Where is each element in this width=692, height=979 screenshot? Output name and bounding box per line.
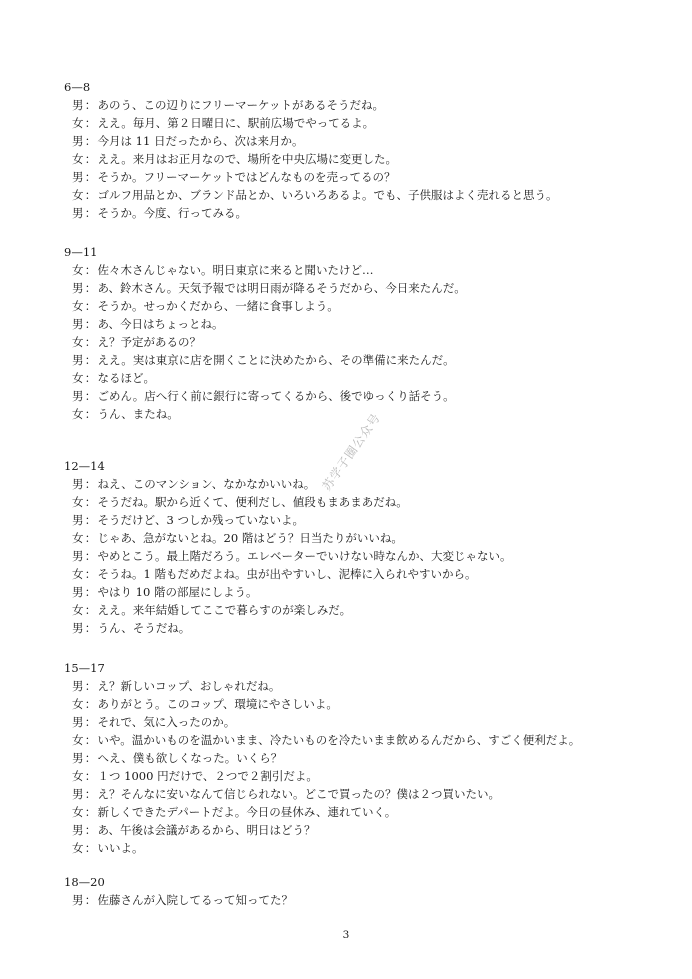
utterance: そうか。せっかくだから、一緒に食事しよう。 xyxy=(97,299,339,313)
colon: ： xyxy=(84,389,97,403)
utterance: ええ。毎月、第２日曜日に、駅前広場でやってるよ。 xyxy=(97,116,375,130)
speaker: 男 xyxy=(72,621,84,635)
colon: ： xyxy=(84,477,97,491)
speaker: 男 xyxy=(72,389,84,403)
dialogue-line xyxy=(64,601,664,619)
dialogue-line xyxy=(64,785,664,803)
utterance: ええ。実は東京に店を開くことに決めたから、その準備に来たんだ。 xyxy=(97,353,455,367)
dialogue-line xyxy=(64,351,664,369)
utterance: うん、またね。 xyxy=(97,407,179,421)
section-title: 18—20 xyxy=(64,875,105,889)
speaker: 女 xyxy=(72,531,84,545)
section-title: 6—8 xyxy=(64,80,91,94)
utterance: そうだね。駅から近くて、便利だし、値段もまあまあだね。 xyxy=(97,495,408,509)
utterance: ゴルフ用品とか、ブランド品とか、いろいろあるよ。でも、子供服はよく売れると思う。 xyxy=(97,188,558,202)
dialogue-line xyxy=(64,803,664,821)
dialogue-line xyxy=(64,767,664,785)
speaker: 男 xyxy=(72,823,84,837)
speaker: 女 xyxy=(72,188,84,202)
dialogue-line xyxy=(64,713,664,731)
speaker: 男 xyxy=(72,477,84,491)
speaker: 女 xyxy=(72,116,84,130)
colon: ： xyxy=(84,98,97,112)
dialogue-section xyxy=(64,873,664,909)
speaker: 女 xyxy=(72,805,84,819)
section-title: 15—17 xyxy=(64,661,105,675)
colon: ： xyxy=(84,603,97,617)
colon: ： xyxy=(84,170,97,184)
colon: ： xyxy=(84,206,97,220)
dialogue-line xyxy=(64,204,664,222)
utterance: 今月は 11 日だったから、次は来月か。 xyxy=(97,134,304,148)
utterance: うん、そうだね。 xyxy=(97,621,191,635)
dialogue-line xyxy=(64,387,664,405)
dialogue-line xyxy=(64,619,664,637)
utterance: え？予定があるの？ xyxy=(97,335,201,349)
colon: ： xyxy=(84,299,97,313)
colon: ： xyxy=(84,513,97,527)
colon: ： xyxy=(84,134,97,148)
utterance: いや。温かいものを温かいまま、冷たいものを冷たいまま飲めるんだから、すごく便利だよ。 xyxy=(97,733,581,747)
dialogue-section xyxy=(64,659,664,857)
dialogue-line xyxy=(64,493,664,511)
dialogue-line xyxy=(64,96,664,114)
dialogue-line xyxy=(64,132,664,150)
utterance: やめとこう。最上階だろう。エレベーターでいけない時なんか、大変じゃない。 xyxy=(97,549,512,563)
utterance: いいよ。 xyxy=(97,841,144,855)
page-number: 3 xyxy=(342,929,350,941)
speaker: 男 xyxy=(72,170,84,184)
dialogue-section xyxy=(64,457,664,637)
utterance: じゃあ、急がないとね。20 階はどう？日当たりがいいね。 xyxy=(97,531,403,545)
speaker: 男 xyxy=(72,549,84,563)
section-title: 9—11 xyxy=(64,245,98,259)
dialogue-line xyxy=(64,821,664,839)
utterance: あ、鈴木さん。天気予報では明日雨が降るそうだから、今日来たんだ。 xyxy=(97,281,466,295)
dialogue-line xyxy=(64,529,664,547)
colon: ： xyxy=(84,751,97,765)
utterance: それで、気に入ったのか。 xyxy=(97,715,236,729)
colon: ： xyxy=(84,495,97,509)
colon: ： xyxy=(84,841,97,855)
colon: ： xyxy=(84,787,97,801)
speaker: 男 xyxy=(72,751,84,765)
dialogue-line xyxy=(64,369,664,387)
speaker: 男 xyxy=(72,317,84,331)
colon: ： xyxy=(84,531,97,545)
speaker: 男 xyxy=(72,98,84,112)
speaker: 男 xyxy=(72,787,84,801)
speaker: 女 xyxy=(72,603,84,617)
colon: ： xyxy=(84,679,97,693)
dialogue-line xyxy=(64,731,664,749)
utterance: １つ 1000 円だけで、２つで２割引だよ。 xyxy=(97,769,318,783)
dialogue-line xyxy=(64,315,664,333)
colon: ： xyxy=(84,805,97,819)
speaker: 女 xyxy=(72,841,84,855)
utterance: ねえ、このマンション、なかなかいいね。 xyxy=(97,477,316,491)
utterance: え？そんなに安いなんて信じられない。どこで買ったの？僕は２つ買いたい。 xyxy=(97,787,500,801)
utterance: やはり 10 階の部屋にしよう。 xyxy=(97,585,258,599)
colon: ： xyxy=(84,188,97,202)
utterance: ごめん。店へ行く前に銀行に寄ってくるから、後でゆっくり話そう。 xyxy=(97,389,455,403)
colon: ： xyxy=(84,769,97,783)
speaker: 女 xyxy=(72,495,84,509)
dialogue-line xyxy=(64,677,664,695)
speaker: 女 xyxy=(72,263,84,277)
colon: ： xyxy=(84,621,97,635)
speaker: 男 xyxy=(72,134,84,148)
speaker: 男 xyxy=(72,513,84,527)
utterance: そうか。フリーマーケットではどんなものを売ってるの？ xyxy=(97,170,396,184)
speaker: 男 xyxy=(72,893,84,907)
dialogue-line xyxy=(64,749,664,767)
section-title: 12—14 xyxy=(64,459,105,473)
utterance: 佐々木さんじゃない。明日東京に来ると聞いたけど… xyxy=(97,263,374,277)
speaker: 女 xyxy=(72,567,84,581)
speaker: 男 xyxy=(72,281,84,295)
dialogue-line xyxy=(64,511,664,529)
colon: ： xyxy=(84,407,97,421)
utterance: え？新しいコップ、おしゃれだね。 xyxy=(97,679,281,693)
dialogue-line xyxy=(64,114,664,132)
colon: ： xyxy=(84,353,97,367)
speaker: 男 xyxy=(72,715,84,729)
dialogue-line xyxy=(64,547,664,565)
colon: ： xyxy=(84,335,97,349)
utterance: 新しくできたデパートだよ。今日の昼休み、連れていく。 xyxy=(97,805,397,819)
colon: ： xyxy=(84,263,97,277)
dialogue-line xyxy=(64,583,664,601)
colon: ： xyxy=(84,116,97,130)
utterance: へえ、僕も欲しくなった。いくら？ xyxy=(97,751,283,765)
utterance: そうね。1 階もだめだよね。虫が出やすいし、泥棒に入られやすいから。 xyxy=(97,567,477,581)
speaker: 女 xyxy=(72,335,84,349)
utterance: あのう、この辺りにフリーマーケットがあるそうだね。 xyxy=(97,98,384,112)
dialogue-line xyxy=(64,839,664,857)
speaker: 女 xyxy=(72,769,84,783)
dialogue-line xyxy=(64,297,664,315)
dialogue-line xyxy=(64,150,664,168)
dialogue-line xyxy=(64,333,664,351)
dialogue-line xyxy=(64,186,664,204)
dialogue-line xyxy=(64,891,664,909)
utterance: ええ。来年結婚してここで暮らすのが楽しみだ。 xyxy=(97,603,352,617)
dialogue-line xyxy=(64,168,664,186)
colon: ： xyxy=(84,281,97,295)
speaker: 男 xyxy=(72,585,84,599)
speaker: 女 xyxy=(72,152,84,166)
speaker: 男 xyxy=(72,353,84,367)
utterance: そうだけど、3 つしか残っていないよ。 xyxy=(97,513,304,527)
watermark: 苏学子圈公众号 xyxy=(319,410,384,494)
colon: ： xyxy=(84,823,97,837)
utterance: なるほど。 xyxy=(97,371,155,385)
colon: ： xyxy=(84,585,97,599)
utterance: ええ。来月はお正月なので、場所を中央広場に変更した。 xyxy=(97,152,397,166)
speaker: 女 xyxy=(72,407,84,421)
dialogue-line xyxy=(64,565,664,583)
utterance: あ、午後は会議があるから、明日はどう？ xyxy=(97,823,316,837)
colon: ： xyxy=(84,371,97,385)
dialogue-section xyxy=(64,78,664,222)
utterance: あ、今日はちょっとね。 xyxy=(97,317,224,331)
colon: ： xyxy=(84,567,97,581)
speaker: 女 xyxy=(72,371,84,385)
utterance: ありがとう。このコップ、環境にやさしいよ。 xyxy=(97,697,338,711)
dialogue-section xyxy=(64,243,664,423)
colon: ： xyxy=(84,733,97,747)
colon: ： xyxy=(84,697,97,711)
dialogue-line xyxy=(64,475,664,493)
speaker: 男 xyxy=(72,679,84,693)
colon: ： xyxy=(84,893,97,907)
utterance: 佐藤さんが入院してるって知ってた？ xyxy=(97,893,293,907)
colon: ： xyxy=(84,715,97,729)
speaker: 女 xyxy=(72,733,84,747)
colon: ： xyxy=(84,549,97,563)
speaker: 女 xyxy=(72,697,84,711)
utterance: そうか。今度、行ってみる。 xyxy=(97,206,247,220)
dialogue-line xyxy=(64,279,664,297)
colon: ： xyxy=(84,317,97,331)
speaker: 男 xyxy=(72,206,84,220)
dialogue-line xyxy=(64,261,664,279)
dialogue-line xyxy=(64,695,664,713)
speaker: 女 xyxy=(72,299,84,313)
colon: ： xyxy=(84,152,97,166)
